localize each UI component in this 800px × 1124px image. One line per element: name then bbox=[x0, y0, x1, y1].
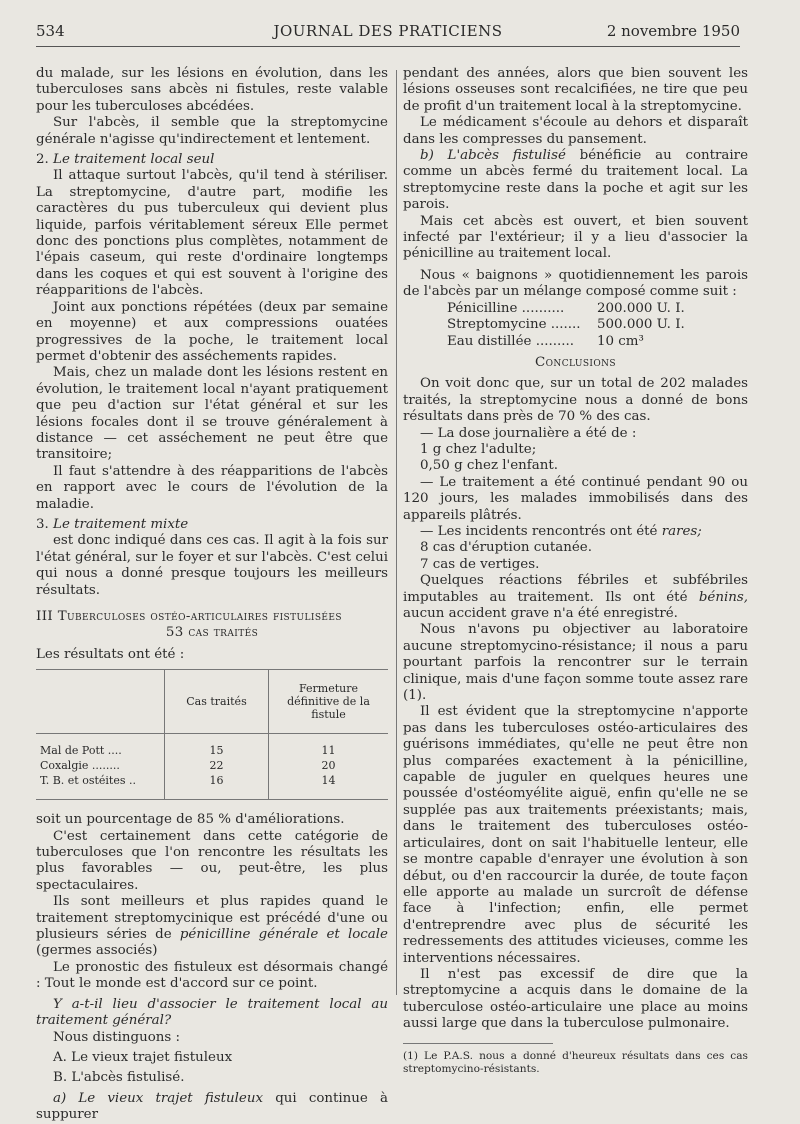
section-number: 2. bbox=[36, 152, 49, 168]
paragraph: 0,50 g chez l'enfant. bbox=[420, 458, 558, 474]
paragraph bbox=[403, 148, 748, 214]
row-closure: 14 bbox=[269, 773, 389, 800]
recipe-name: Streptomycine ....... bbox=[447, 317, 581, 333]
paragraph: Il est évident que la streptomycine n'apporte pas dans les tuberculoses ostéo-articulaires des guérisons immédiates, qu'elle ne peut être non plus comparées exactement à la pénicilline, capable de juguler en quelques heures une poussée d'ostéomyélite aiguë, enfin qu'elle ne se supplée pas aux traitements préexistants; mais, dans le traitement des tuberculoses ostéo-articulaires, dont on sait l'habituelle lenteur, elle se montre capable d'enrayer une évolution à son début, ou d'en raccourcir la durée, de toute façon elle apporte au malade un surcroît de défense face à l'infection; enfin, elle permet d'entreprendre avec plus de sécurité les redressements des attitudes vicieuses, comme les interventions nécessaires. bbox=[403, 704, 748, 966]
text-run: — Les incidents rencontrés ont été bbox=[420, 523, 662, 539]
table-header-cases: Cas traités bbox=[165, 670, 269, 734]
row-closure: 11 bbox=[269, 734, 389, 759]
conclusions-heading: Conclusions bbox=[535, 354, 616, 370]
emphasis: b) L'abcès fistulisé bbox=[420, 148, 566, 164]
paragraph: Il attaque surtout l'abcès, qu'il tend à stériliser. La streptomycine, d'autre part, modifie les caractères du pus tuberculeux qui devient plus liquide, parfois véritablement séreux Elle permet donc des ponctions plus complètes, notamment de l'épais caseum, qui reste d'ordinaire longtemps dans les coques et qui est souvent à l'origine des réapparitions de l'abcès. bbox=[36, 168, 388, 299]
emphasis: pénicilline générale et locale bbox=[179, 927, 388, 943]
text-run: bénéficie au contraire comme un abcès fermé du traitement local. La streptomycine reste dans la poche et agit sur les parois. bbox=[403, 148, 749, 213]
recipe-name: Eau distillée ......... bbox=[447, 333, 575, 349]
page-header bbox=[36, 20, 740, 47]
paragraph: Joint aux ponctions répétées (deux par semaine en moyenne) et aux compressions ouatées progressives de la poche, le traitement local permet d'obtenir des asséchements rapides. bbox=[36, 299, 388, 364]
list-item: A. Le vieux trajet fistuleux bbox=[53, 1049, 233, 1065]
text-run: aucun accident grave n'a été enregistré. bbox=[403, 606, 678, 621]
emphasis: a) Le vieux trajet fistuleux bbox=[53, 1090, 264, 1106]
journal-title: JOURNAL DES PRATICIENS bbox=[273, 22, 503, 40]
question-heading: Y a-t-il lieu d'associer le traitement local au traitement général? bbox=[36, 996, 388, 1029]
column-divider bbox=[396, 70, 397, 995]
left-column bbox=[36, 66, 388, 1124]
footnote: (1) Le P.A.S. nous a donné d'heureux résultats dans ces cas streptomycino-résistants. bbox=[403, 1049, 748, 1075]
paragraph: Nous n'avons pu objectiver au laboratoire aucune streptomycino-résistance; il nous a paru pourtant parfois la rencontrer sur le terrain clinique, mais d'une façon somme toute assez rare (1). bbox=[403, 622, 748, 704]
paragraph: Mais cet abcès est ouvert, et bien souvent infecté par l'extérieur; il y a lieu d'associer la pénicilline au traitement local. bbox=[403, 213, 748, 262]
list-item: B. L'abcès fistulisé. bbox=[53, 1070, 185, 1086]
paragraph: — Le traitement a été continué pendant 90 ou 120 jours, les malades immobilisés dans des appareils plâtrés. bbox=[403, 474, 748, 523]
section-subheading-iii: 53 cas traités bbox=[165, 625, 259, 641]
paragraph: Le médicament s'écoule au dehors et disparaît dans les compresses du pansement. bbox=[403, 115, 748, 147]
recipe-item bbox=[447, 317, 748, 333]
paragraph: Sur l'abcès, il semble que la streptomycine générale n'agisse qu'indirectement et lentement. bbox=[36, 115, 388, 147]
recipe-dose: 500.000 U. I. bbox=[597, 317, 685, 333]
row-label: Mal de Pott .... bbox=[40, 744, 122, 758]
row-label: Coxalgie ........ bbox=[40, 759, 120, 773]
emphasis: rares; bbox=[661, 523, 702, 539]
paragraph: 8 cas d'éruption cutanée. bbox=[420, 540, 592, 556]
issue-date: 2 novembre 1950 bbox=[606, 22, 740, 40]
paragraph: Nous distinguons : bbox=[53, 1029, 181, 1045]
paragraph bbox=[403, 524, 748, 540]
paragraph: On voit donc que, sur un total de 202 malades traités, la streptomycine nous a donné de bons résultats dans près de 70 % des cas. bbox=[403, 376, 748, 425]
paragraph bbox=[36, 1091, 388, 1124]
table-header-closure: Fermeture définitive de la fistule bbox=[269, 670, 389, 734]
recipe-item bbox=[447, 334, 748, 350]
paragraph: Les résultats ont été : bbox=[36, 646, 185, 662]
paragraph: Nous « baignons » quotidiennement les parois de l'abcès par un mélange composé comme suit : bbox=[403, 267, 748, 300]
paragraph: pendant des années, alors que bien souvent les lésions osseuses sont recalcifiées, ne tire que peu de profit d'un traitement local à la streptomycine. bbox=[403, 66, 748, 114]
paragraph: soit un pourcentage de 85 % d'améliorations. bbox=[36, 812, 345, 828]
text-run: qui continue à suppurer bbox=[36, 1090, 388, 1123]
paragraph: Il n'est pas excessif de dire que la streptomycine a acquis dans le domaine de la tuberculose ostéo-articulaire une place au moins aussi large que dans la tuberculose pulmonaire. bbox=[403, 966, 748, 1032]
text-run: Quelques réactions fébriles et subfébriles imputables au traitement. Ils ont été bbox=[403, 573, 748, 605]
paragraph: Mais, chez un malade dont les lésions restent en évolution, le traitement local n'ayant pratiquement que peu d'action sur l'état général et sur les lésions focales dont il se trouve généralement à distance — cet asséchement ne peut être que transitoire; bbox=[36, 365, 388, 463]
row-cases: 22 bbox=[165, 758, 269, 773]
paragraph bbox=[36, 894, 388, 960]
paragraph bbox=[403, 573, 748, 622]
right-column bbox=[403, 66, 748, 1076]
recipe-dose: 200.000 U. I. bbox=[597, 300, 685, 316]
row-cases: 16 bbox=[165, 773, 269, 800]
text-run: Ils sont meilleurs et plus rapides quand le traitement streptomycinique est précédé d'une ou plusieurs séries de bbox=[36, 894, 388, 943]
paragraph: 7 cas de vertiges. bbox=[420, 556, 540, 572]
row-label: T. B. et ostéites .. bbox=[36, 773, 165, 800]
recipe-dose: 10 cm³ bbox=[597, 333, 644, 349]
paragraph: Le pronostic des fistuleux est désormais changé : Tout le monde est d'accord sur ce point. bbox=[36, 959, 388, 992]
table-row bbox=[36, 758, 388, 773]
recipe-item bbox=[447, 301, 748, 317]
table-header-label bbox=[36, 670, 165, 734]
section-heading-2 bbox=[36, 152, 388, 168]
paragraph: est donc indiqué dans ces cas. Il agit à la fois sur l'état général, sur le foyer et sur l'abcès. C'est celui qui nous a donné presque toujours les meilleurs résultats. bbox=[36, 533, 388, 598]
emphasis: bénins, bbox=[698, 589, 748, 605]
section-title: Le traitement local seul bbox=[53, 152, 215, 168]
table-row bbox=[36, 734, 388, 759]
recipe-list bbox=[403, 301, 748, 350]
table-row bbox=[36, 773, 388, 800]
recipe-name: Pénicilline .......... bbox=[447, 300, 565, 316]
paragraph: C'est certainement dans cette catégorie de tuberculoses que l'on rencontre les résultats les plus favorables — ou, peut-être, les plus spectaculaires. bbox=[36, 828, 388, 893]
row-cases: 15 bbox=[165, 734, 269, 759]
paragraph: 1 g chez l'adulte; bbox=[420, 441, 537, 457]
paragraph: — La dose journalière a été de : bbox=[420, 425, 637, 441]
section-title: Le traitement mixte bbox=[53, 516, 189, 532]
text-run: (germes associés) bbox=[36, 943, 158, 959]
paragraph: Il faut s'attendre à des réapparitions de l'abcès en rapport avec le cours de l'évolution de la maladie. bbox=[36, 463, 388, 512]
paragraph: du malade, sur les lésions en évolution, dans les tuberculoses sans abcès ni fistules, reste valable pour les tuberculoses abcédées. bbox=[36, 66, 388, 114]
page-number: 534 bbox=[36, 22, 65, 40]
results-table bbox=[36, 669, 388, 800]
section-heading-iii: III Tuberculoses ostéo-articulaires fistulisées bbox=[36, 609, 342, 624]
section-heading-3 bbox=[36, 517, 388, 533]
section-number: 3. bbox=[36, 516, 49, 532]
row-closure: 20 bbox=[269, 758, 389, 773]
